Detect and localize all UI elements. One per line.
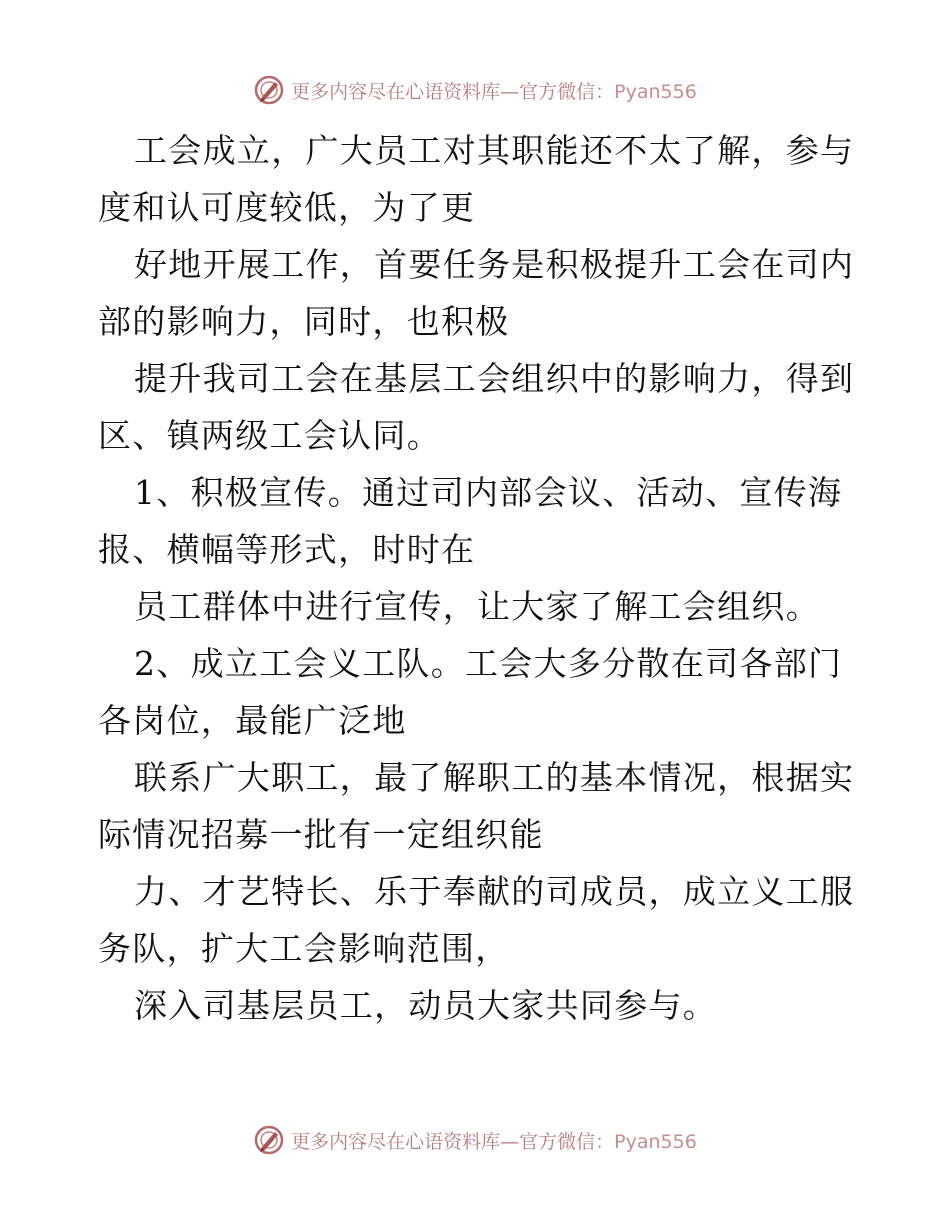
seal-logo-icon [253, 1124, 285, 1156]
text-line: 力、才艺特长、乐于奉献的司成员，成立义工服 [134, 872, 855, 911]
footer-watermark [0, 1120, 950, 1160]
seal-logo-icon [253, 74, 285, 106]
header-watermark [0, 70, 950, 110]
text-line: 工会成立，广大员工对其职能还不太了解，参与 [134, 131, 855, 170]
watermark-text: 更多内容尽在心语资料库—官方微信：Pyan556 [291, 80, 697, 103]
text-line: 报、横幅等形式，时时在 [98, 530, 476, 569]
text-line: 联系广大职工，最了解职工的基本情况，根据实 [134, 758, 855, 797]
text-line: 务队，扩大工会影响范围， [98, 929, 510, 968]
text-line: 2、成立工会义工队。工会大多分散在司各部门 [134, 644, 843, 683]
document-body [98, 122, 858, 1034]
text-line: 部的影响力，同时，也积极 [98, 302, 510, 341]
text-line: 提升我司工会在基层工会组织中的影响力，得到 [134, 359, 855, 398]
watermark-text: 更多内容尽在心语资料库—官方微信：Pyan556 [291, 1130, 697, 1153]
text-line: 区、镇两级工会认同。 [98, 416, 441, 455]
text-line: 员工群体中进行宣传，让大家了解工会组织。 [134, 587, 820, 626]
text-line: 际情况招募一批有一定组织能 [98, 815, 544, 854]
text-line: 好地开展工作，首要任务是积极提升工会在司内 [134, 245, 855, 284]
text-line: 深入司基层员工，动员大家共同参与。 [134, 986, 718, 1025]
text-line: 1、积极宣传。通过司内部会议、活动、宣传海 [134, 473, 843, 512]
text-line: 度和认可度较低，为了更 [98, 188, 476, 227]
text-line: 各岗位，最能广泛地 [98, 701, 407, 740]
